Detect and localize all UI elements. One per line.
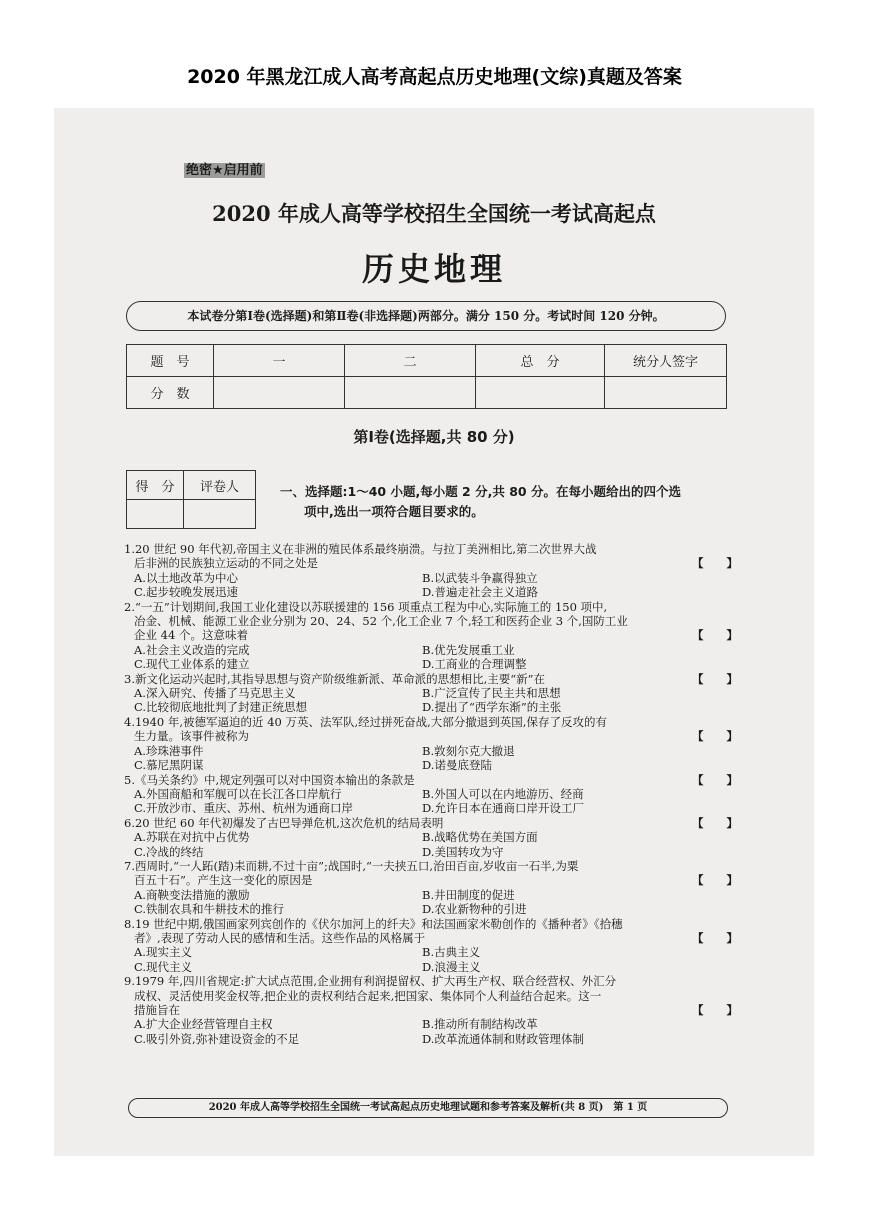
score-cell	[476, 377, 605, 409]
question-7	[124, 858, 738, 917]
option-c: C.比较彻底地批判了封建正统思想	[134, 700, 308, 715]
score-header-cell: 统分人签字	[605, 345, 727, 377]
instruction-line: 一、选择题:1～40 小题,每小题 2 分,共 80 分。在每小题给出的四个选	[280, 484, 681, 499]
score-header-cell: 总 分	[476, 345, 605, 377]
option-d: D.工商业的合理调整	[422, 657, 527, 672]
question-6	[124, 815, 738, 859]
option-d: D.普遍走社会主义道路	[422, 585, 538, 600]
question-stem: 企业 44 个。这意味着	[134, 628, 248, 643]
score-header-cell: 题 号	[127, 345, 214, 377]
question-stem: 百五十石”。产生这一变化的原因是	[134, 873, 313, 888]
grader-score-label: 得 分	[127, 471, 184, 500]
option-a: A.深入研究、传播了马克思主义	[134, 686, 296, 701]
question-4	[124, 714, 738, 773]
option-b: B.战略优势在美国方面	[422, 830, 538, 845]
score-row-label: 分 数	[127, 377, 214, 409]
score-table-value-row	[127, 377, 727, 409]
answer-bracket: 【 】	[692, 873, 738, 888]
grader-score-cell	[127, 500, 184, 529]
option-b: B.推动所有制结构改革	[422, 1017, 538, 1032]
question-stem: 8.19 世纪中期,俄国画家列宾创作的《伏尔加河上的纤夫》和法国画家米勒创作的《播种者》《拾穗	[124, 916, 623, 931]
option-c: C.现代工业体系的建立	[134, 657, 250, 672]
question-2	[124, 599, 738, 672]
option-d: D.改革流通体制和财政管理体制	[422, 1031, 584, 1046]
exam-title: 2020 年成人高等学校招生全国统一考试高起点	[212, 201, 656, 226]
document-title: 2020 年黑龙江成人高考高起点历史地理(文综)真题及答案	[187, 66, 682, 88]
answer-bracket: 【 】	[692, 556, 738, 571]
option-b: B.广泛宣传了民主共和思想	[422, 686, 561, 701]
option-d: D.美国转攻为守	[422, 844, 504, 859]
question-stem: 3.新文化运动兴起时,其指导思想与资产阶级维新派、革命派的思想相比,主要“新”在	[124, 671, 546, 686]
option-c: C.吸引外资,弥补建设资金的不足	[134, 1031, 300, 1046]
question-stem: 生力量。该事件被称为	[134, 729, 249, 744]
secret-label: 绝密★启用前	[186, 163, 263, 178]
option-a: A.珍珠港事件	[134, 743, 204, 758]
option-c: C.慕尼黑阴谋	[134, 758, 204, 773]
answer-bracket: 【 】	[692, 930, 738, 945]
answer-bracket: 【 】	[692, 628, 738, 643]
question-stem: 6.20 世纪 60 年代初爆发了古巴导弹危机,这次危机的结局表明	[124, 815, 444, 830]
question-stem: 后非洲的民族独立运动的不同之处是	[134, 556, 318, 571]
option-c: C.开放沙市、重庆、苏州、杭州为通商口岸	[134, 801, 354, 816]
page-footer: 2020 年成人高等学校招生全国统一考试高起点历史地理试题和参考答案及解析(共 8 页) 第 1 页	[128, 1098, 728, 1118]
option-b: B.优先发展重工业	[422, 642, 515, 657]
question-9	[124, 974, 738, 1046]
option-b: B.井田制度的促进	[422, 887, 515, 902]
option-b: B.敦刻尔克大撤退	[422, 743, 515, 758]
question-stem: 1.20 世纪 90 年代初,帝国主义在非洲的殖民体系最终崩溃。与拉丁美洲相比,第二次世界大战	[124, 542, 597, 556]
option-a: A.社会主义改造的完成	[134, 642, 250, 657]
question-8	[124, 916, 738, 975]
option-c: C.冷战的终结	[134, 844, 204, 859]
option-c: C.起步较晚发展迅速	[134, 585, 239, 600]
question-5	[124, 772, 738, 816]
option-d: D.诺曼底登陆	[422, 758, 492, 773]
section-instruction	[280, 482, 750, 522]
question-3	[124, 671, 738, 715]
answer-bracket: 【 】	[692, 1002, 738, 1017]
option-a: A.扩大企业经营管理自主权	[134, 1017, 273, 1032]
answer-bracket: 【 】	[692, 729, 738, 744]
answer-bracket: 【 】	[692, 772, 738, 787]
question-stem: 成权、灵活使用奖金权等,把企业的责权利结合起来,把国家、集体同个人利益结合起来。这一	[134, 988, 602, 1003]
question-stem: 7.西周时,“一人跖(踏)耒而耕,不过十亩”;战国时,“一夫挟五口,治田百亩,岁收亩一石半,为粟	[124, 858, 579, 873]
answer-bracket: 【 】	[692, 671, 738, 686]
option-c: C.铁制农具和牛耕技术的推行	[134, 902, 285, 917]
grader-name-label: 评卷人	[184, 471, 256, 500]
question-stem: 5.《马关条约》中,规定列强可以对中国资本输出的条款是	[124, 772, 415, 787]
option-a: A.外国商船和军舰可以在长江各口岸航行	[134, 786, 342, 801]
option-d: D.农业新物种的引进	[422, 902, 527, 917]
question-stem: 2.“一五”计划期间,我国工业化建设以苏联援建的 156 项重点工程为中心,实际施工的 150 项中,	[124, 599, 608, 614]
score-cell	[345, 377, 476, 409]
option-c: C.现代主义	[134, 959, 193, 974]
option-a: A.苏联在对抗中占优势	[134, 830, 250, 845]
option-d: D.允许日本在通商口岸开设工厂	[422, 801, 584, 816]
subject-title: 历史地理	[361, 250, 506, 288]
question-stem: 4.1940 年,被德军逼迫的近 40 万英、法军队,经过拼死奋战,大部分撤退到英国,保存了反攻的有	[124, 714, 607, 729]
exam-notice: 本试卷分第Ⅰ卷(选择题)和第Ⅱ卷(非选择题)两部分。满分 150 分。考试时间 120 分钟。	[126, 301, 726, 331]
question-list	[124, 542, 738, 1046]
part-one-title: 第Ⅰ卷(选择题,共 80 分)	[353, 428, 515, 446]
instruction-line: 项中,选出一项符合题目要求的。	[304, 504, 484, 519]
option-b: B.古典主义	[422, 945, 481, 960]
score-header-cell: 一	[214, 345, 345, 377]
option-d: D.提出了“西学东渐”的主张	[422, 700, 562, 715]
score-table-header-row	[127, 345, 727, 377]
option-a: A.现实主义	[134, 945, 192, 960]
score-header-cell: 二	[345, 345, 476, 377]
option-b: B.以武装斗争赢得独立	[422, 570, 538, 585]
scanned-exam-page	[54, 108, 814, 1156]
grader-name-cell	[184, 500, 256, 529]
score-cell	[605, 377, 727, 409]
question-stem: 冶金、机械、能源工业企业分别为 20、24、52 个,化工企业 7 个,轻工和医药企业 3 个,国防工业	[134, 614, 628, 629]
option-b: B.外国人可以在内地游历、经商	[422, 786, 584, 801]
answer-bracket: 【 】	[692, 815, 738, 830]
question-stem: 措施旨在	[134, 1003, 180, 1017]
option-d: D.浪漫主义	[422, 959, 481, 974]
question-stem: 9.1979 年,四川省规定:扩大试点范围,企业拥有利润提留权、扩大再生产权、联合经营权、外汇分	[124, 974, 617, 989]
score-table	[126, 344, 727, 409]
grader-table	[126, 470, 256, 529]
option-a: A.以土地改革为中心	[134, 570, 238, 585]
question-stem: 者》,表现了劳动人民的感情和生活。这些作品的风格属于	[134, 930, 426, 945]
question-1	[124, 542, 738, 600]
score-cell	[214, 377, 345, 409]
option-a: A.商鞅变法措施的激励	[134, 887, 250, 902]
